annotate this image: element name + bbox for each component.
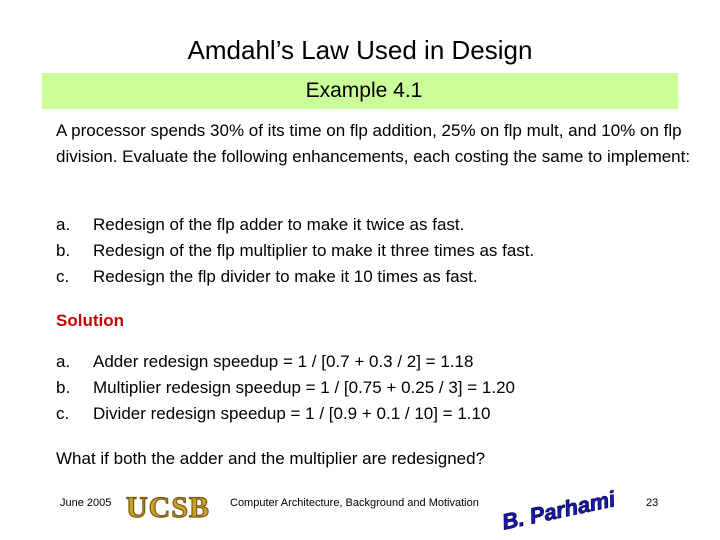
- list-item-text: Redesign of the flp multiplier to make it three times as fast.: [93, 241, 535, 260]
- slide-title: Amdahl’s Law Used in Design: [187, 35, 533, 65]
- list-item: [56, 349, 515, 375]
- list-item: [56, 401, 515, 427]
- list-item-label: b.: [56, 378, 71, 397]
- list-item-label: c.: [56, 404, 70, 423]
- list-item: [56, 264, 534, 290]
- list-item-label: c.: [56, 267, 70, 286]
- solution-heading: Solution: [56, 311, 124, 330]
- list-item-label: a.: [56, 352, 71, 371]
- follow-up-question: What if both the adder and the multiplier are redesigned?: [56, 449, 486, 468]
- list-item-text: Redesign of the flp adder to make it twice as fast.: [93, 215, 465, 234]
- list-item-text: Redesign the flp divider to make it 10 times as fast.: [93, 267, 478, 286]
- solution-list: [56, 349, 515, 427]
- footer-date: June 2005: [60, 497, 112, 509]
- example-banner-label: Example 4.1: [305, 79, 423, 102]
- list-item-text: Adder redesign speedup = 1 / [0.7 + 0.3 / 2] = 1.18: [93, 352, 474, 371]
- signature-text: B. Parhami: [499, 486, 618, 535]
- list-item-text: Multiplier redesign speedup = 1 / [0.75 + 0.25 / 3] = 1.20: [93, 378, 515, 397]
- footer-course: Computer Architecture, Background and Motivation: [230, 497, 479, 509]
- list-item: [56, 212, 534, 238]
- enhancement-list: [56, 212, 534, 290]
- list-item-label: a.: [56, 215, 71, 234]
- list-item-label: b.: [56, 241, 71, 260]
- list-item: [56, 238, 534, 264]
- signature: [499, 486, 618, 535]
- problem-statement: A processor spends 30% of its time on flp addition, 25% on flp mult, and 10% on flp division. Evaluate the following enhancements, each costing the same to implement:: [56, 121, 691, 166]
- ucsb-logo: [119, 489, 217, 523]
- page-number: 23: [646, 497, 659, 509]
- list-item-text: Divider redesign speedup = 1 / [0.9 + 0.1 / 10] = 1.10: [93, 404, 491, 423]
- list-item: [56, 375, 515, 401]
- ucsb-logo-text: UCSB: [125, 491, 211, 524]
